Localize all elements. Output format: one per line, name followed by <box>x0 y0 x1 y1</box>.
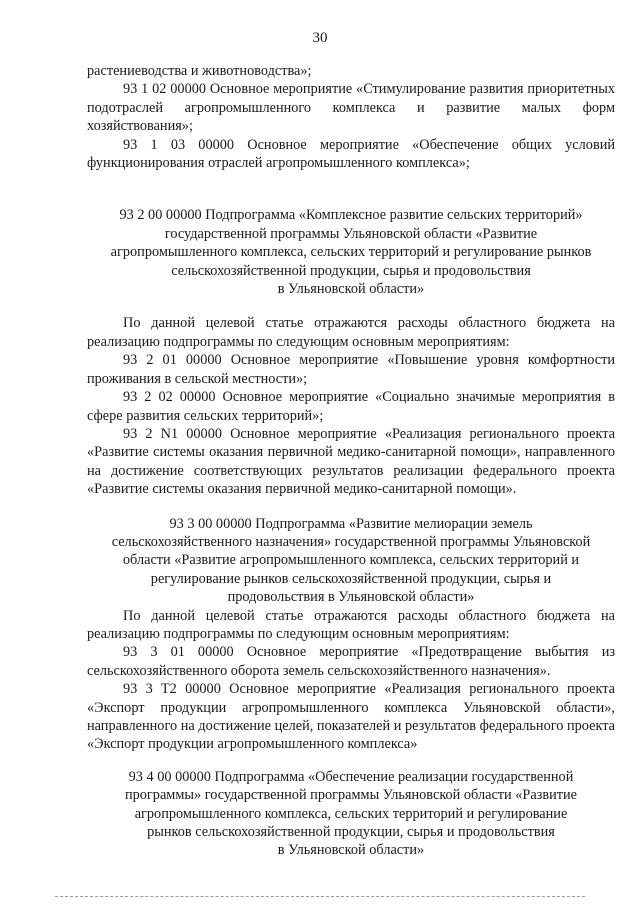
heading-line: сельскохозяйственной продукции, сырья и продовольствия <box>171 262 531 279</box>
document-body <box>87 62 615 860</box>
heading-line: 93 4 00 00000 Подпрограмма «Обеспечение реализации государственной <box>128 768 574 785</box>
heading-line: программы» государственной программы Ульяновской области «Развитие <box>124 787 578 804</box>
paragraph: растениеводства и животноводства»; <box>87 63 312 79</box>
section-heading <box>87 515 615 607</box>
paragraph: 93 1 02 00000 Основное мероприятие «Стимулирование развития приоритетных подотраслей агропромышленного комплекса и развитие малых форм хозяйствования»; <box>87 81 615 135</box>
paragraph: 93 2 02 00000 Основное мероприятие «Социально значимые мероприятия в сфере развития сельских территорий»; <box>87 389 615 424</box>
paragraph: 93 3 T2 00000 Основное мероприятие «Реализация регионального проекта «Экспорт продукции агропромышленного комплекса Ульяновской области», направленного на достижение целей, показателей и результатов федерального проекта «Экспорт продукции агропромышленного комплекса» <box>87 681 615 753</box>
spacer <box>87 499 615 515</box>
paragraph: 93 2 N1 00000 Основное мероприятие «Реализация регионального проекта «Развитие системы оказания первичной медико-санитарной помощи», направленного на достижение соответствующих результатов реализации федерального проекта «Развитие системы оказания первичной медико-санитарной помощи». <box>87 425 615 498</box>
heading-line: 93 3 00 00000 Подпрограмма «Развитие мелиорации земель <box>169 515 533 532</box>
spacer <box>87 754 615 768</box>
paragraph: 93 2 01 00000 Основное мероприятие «Повышение уровня комфортности проживания в сельской местности»; <box>87 352 615 387</box>
paragraph: 93 1 03 00000 Основное мероприятие «Обеспечение общих условий функционирования отраслей агропромышленного комплекса»; <box>87 136 615 172</box>
page-number: 30 <box>312 30 328 46</box>
heading-line: агропромышленного комплекса, сельских территорий и регулирование <box>134 805 568 822</box>
heading-line: регулирование рынков сельскохозяйственной продукции, сырья и <box>150 570 552 587</box>
heading-line: сельскохозяйственного назначения» государственной программы Ульяновской <box>111 533 591 550</box>
heading-line: рынков сельскохозяйственной продукции, сырья и продовольствия <box>147 824 555 841</box>
scan-bottom-edge <box>55 896 585 897</box>
heading-line: в Ульяновской области» <box>277 842 425 859</box>
heading-line: 93 2 00 00000 Подпрограмма «Комплексное развитие сельских территорий» <box>119 207 583 224</box>
paragraph: По данной целевой статье отражаются расходы областного бюджета на реализацию подпрограммы по следующим основным мероприятиям: <box>87 607 615 642</box>
heading-line: продовольствия в Ульяновской области» <box>227 589 475 606</box>
section-heading <box>87 206 615 298</box>
paragraph: 93 3 01 00000 Основное мероприятие «Предотвращение выбытия из сельскохозяйственного оборота земель сельскохозяйственного назначения». <box>87 644 615 679</box>
paragraph: По данной целевой статье отражаются расходы областного бюджета на реализацию подпрограммы по следующим основным мероприятиям: <box>87 315 615 350</box>
heading-line: агропромышленного комплекса, сельских территорий и регулирование рынков <box>110 244 592 261</box>
heading-line: в Ульяновской области» <box>277 281 425 298</box>
spacer <box>87 298 615 314</box>
heading-line: государственной программы Ульяновской области «Развитие <box>164 225 538 242</box>
section-heading <box>87 768 615 860</box>
spacer <box>87 172 615 206</box>
heading-line: области «Развитие агропромышленного комплекса, сельских территорий и <box>122 552 580 569</box>
